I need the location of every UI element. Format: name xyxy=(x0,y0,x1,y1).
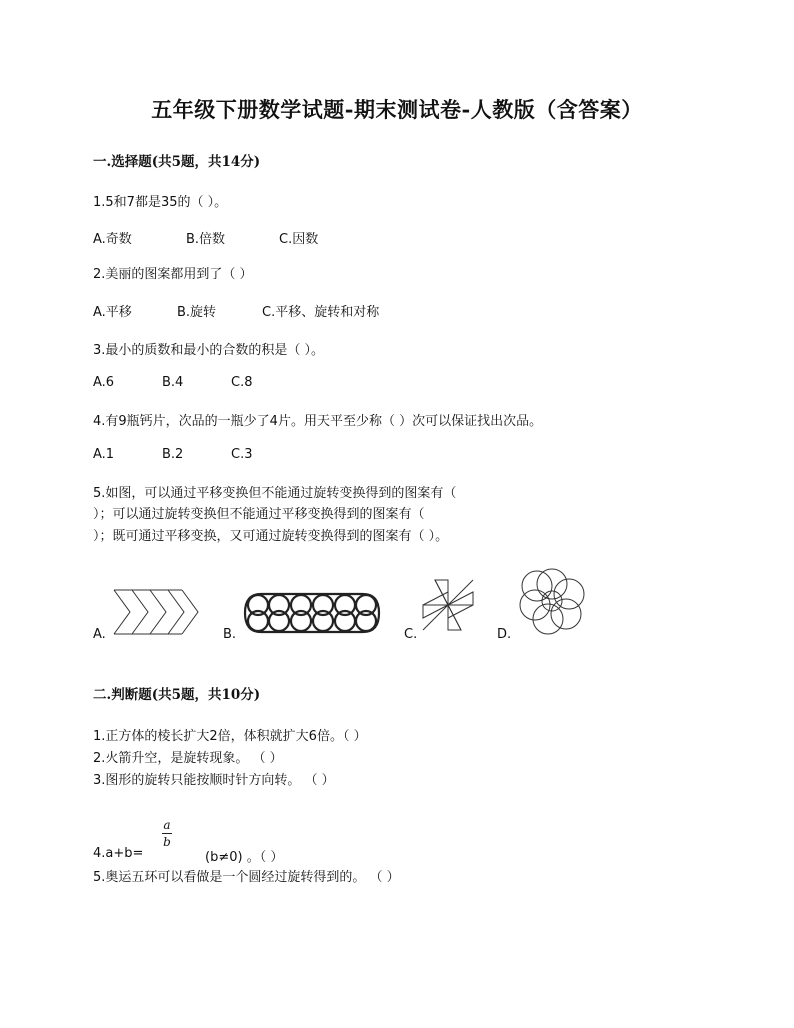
q4-option-a: A.1 xyxy=(93,447,115,462)
q1-option-b: B.倍数 xyxy=(186,232,226,247)
fraction-numerator: a xyxy=(163,818,171,832)
question-4: 4.有9瓶钙片，次品的一瓶少了4片。用天平至少称（ ）次可以保证找出次品。 xyxy=(93,414,543,429)
question-5-line-1: 5.如图，可以通过平移变换但不能通过旋转变换得到的图案有（ xyxy=(93,486,457,501)
q1-option-a: A.奇数 xyxy=(93,232,132,247)
tf-question-4-suffix: (b≠0) 。（ ） xyxy=(205,850,284,865)
fraction-denominator: b xyxy=(163,835,171,849)
tf-question-5: 5.奥运五环可以看做是一个圆经过旋转得到的。 （ ） xyxy=(93,870,400,885)
q2-option-b: B.旋转 xyxy=(177,305,217,320)
q3-option-a: A.6 xyxy=(93,375,115,390)
section-heading-choice: 一.选择题(共5题，共14分) xyxy=(93,154,261,170)
tf-question-2: 2.火箭升空，是旋转现象。 （ ） xyxy=(93,751,283,766)
page-title: 五年级下册数学试题-期末测试卷-人教版（含答案） xyxy=(151,97,643,122)
q3-option-c: C.8 xyxy=(231,375,253,390)
tf-question-1: 1.正方体的棱长扩大2倍，体积就扩大6倍。（ ） xyxy=(93,729,367,744)
tf-question-3: 3.图形的旋转只能按顺时针方向转。 （ ） xyxy=(93,773,335,788)
q3-option-b: B.4 xyxy=(162,375,184,390)
linked-circles-band-icon xyxy=(241,590,383,636)
fraction-a-over-b xyxy=(160,818,174,849)
q4-option-b: B.2 xyxy=(162,447,184,462)
chevron-arrows-icon xyxy=(112,588,202,636)
question-1: 1.5和7都是35的（ ）。 xyxy=(93,195,228,210)
question-2: 2.美丽的图案都用到了（ ） xyxy=(93,267,253,282)
question-3: 3.最小的质数和最小的合数的积是（ ）。 xyxy=(93,343,325,358)
q2-option-c: C.平移、旋转和对称 xyxy=(262,305,380,320)
q2-option-a: A.平移 xyxy=(93,305,132,320)
figure-a-label: A. xyxy=(93,627,106,642)
q1-option-c: C.因数 xyxy=(279,232,319,247)
question-5-line-2: ）；可以通过旋转变换但不能通过平移变换得到的图案有（ xyxy=(93,507,425,522)
figure-c-label: C. xyxy=(404,627,418,642)
figure-b-label: B. xyxy=(223,627,237,642)
section-heading-true-false: 二.判断题(共5题，共10分) xyxy=(93,687,261,703)
q4-option-c: C.3 xyxy=(231,447,253,462)
question-5-line-3: ）；既可通过平移变换，又可通过旋转变换得到的图案有（ ）。 xyxy=(93,529,449,544)
figure-d-label: D. xyxy=(497,627,512,642)
petal-flower-icon xyxy=(515,567,589,635)
pinwheel-icon xyxy=(421,578,475,632)
tf-question-4-prefix: 4.a+b= xyxy=(93,846,144,861)
